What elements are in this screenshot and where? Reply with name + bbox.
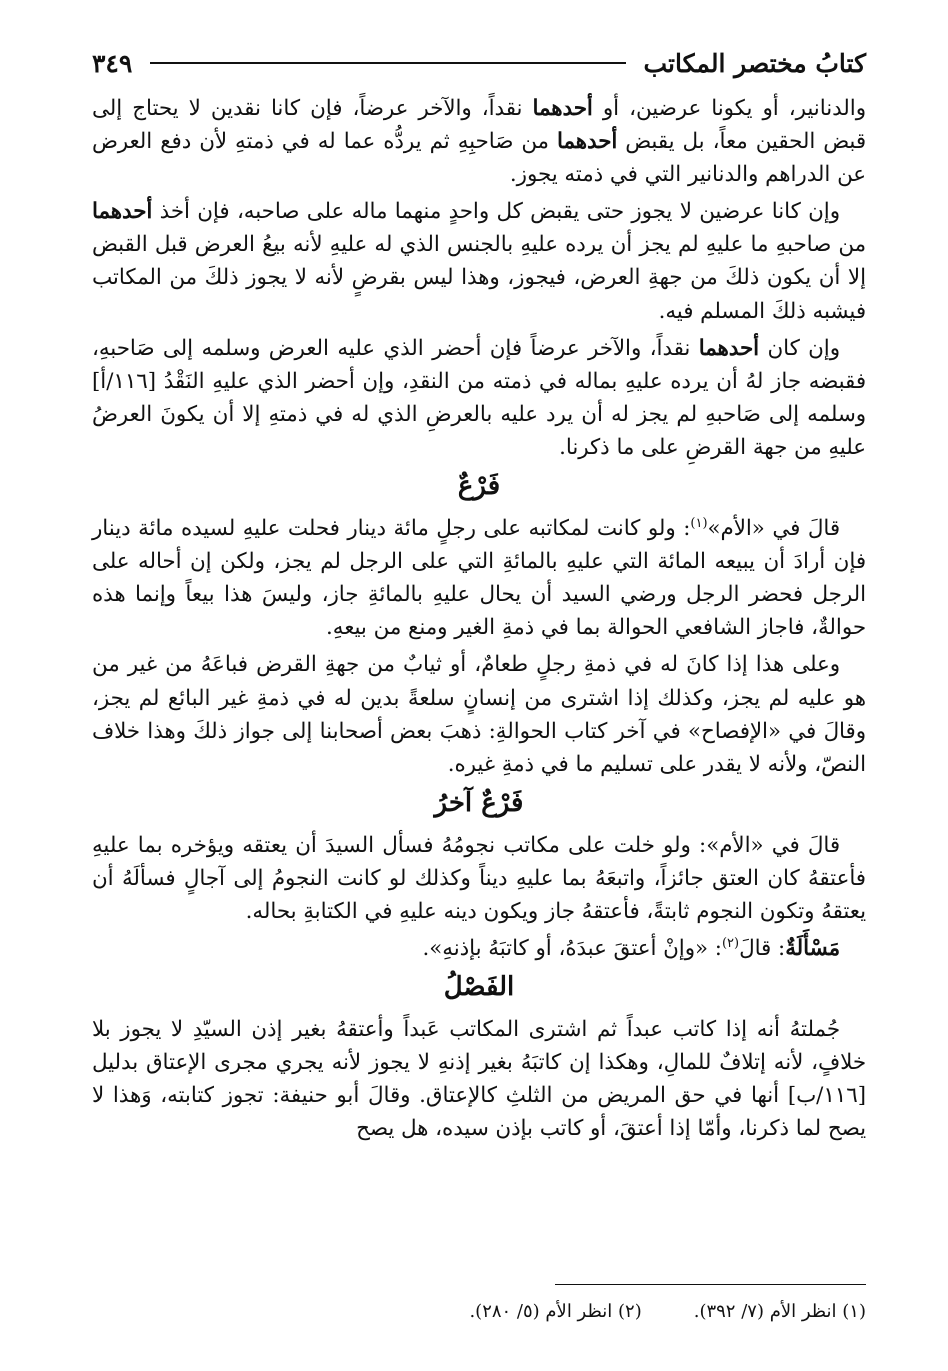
- text-run: قالَ في «الأم»: ولو خلت على مكاتب نجومُهُ فسأل السيدَ أن يعتقه ويؤخره بما عليهِ فأعتقهُ كان العتق جائزاً، واتبعَهُ بما عليهِ ديناً وكذلك لو كانت النجومُ إلى آجالٍ فسألَهُ أن يعتقهُ وتكون النجوم ثابتةً، فأعتقهُ جاز ويكون دينه عليهِ في الكتابةِ بحاله.: [92, 832, 866, 924]
- text-run: نقداً، والآخر عرضاً فإن أحضر الذي عليه العرض وسلمه إلى صَاحبهِ، فقبضه جاز لهُ أن يرده عليهِ بماله في ذمته من النقدِ، وإن أحضر الذي عليهِ النَقْدُ [١١٦/أ] وسلمه إلى صَاحبهِ لم يجز له أن يرد عليه بالعرضِ الذي له في ذمتهِ إلا أن يكونَ العرضُ عليهِ من جهة القرضِ على ما ذكرنا.: [92, 335, 866, 460]
- footnote-2: (٢) انظر الأم (٥/ ٢٨٠).: [469, 1301, 642, 1322]
- footnote-rule: [555, 1284, 866, 1285]
- paragraph: [92, 1013, 866, 1145]
- paragraph: [92, 332, 866, 464]
- paragraph: [92, 829, 866, 928]
- paragraph: [92, 92, 866, 191]
- page-number: ٣٤٩: [92, 48, 133, 78]
- text-run: قالَ في «الأم»: [707, 516, 840, 542]
- text-run: جُملتهُ أنه إذا كاتب عبداً ثم اشترى المكاتب عَبداً وأعتقهُ بغير إذن السيّدِ لا يجوز بلا خلافٍ، لأنه إتلافٌ للمالِ، وهكذا إن كاتبَهُ بغير إذنهِ لا يجوز لأنه يجري مجرى الإعتاق بدليل [١١٦/ب] أنها في حق المريض من الثلثِ كالإعتاق. وقالَ أبو حنيفة: تجوز كتابته، وَهذا لا يصح لما ذكرنا، وأمّا إذا أعتقَ، أو كاتب بإذن سيده، هل يصح: [92, 1017, 866, 1142]
- section-heading: فَرْعٌ آخرُ: [434, 787, 524, 818]
- bold-term: أحدهما: [556, 129, 618, 155]
- footnotes: [92, 1298, 866, 1326]
- text-run: وإن كانا عرضين لا يجوز حتى يقبض كل واحدٍ منهما ماله على صاحبه، فإن أخذ: [152, 199, 840, 225]
- text-run: من صَاحبِهِ ثم يردُّه عما له في ذمتهِ لأن دفع العرض عن الدراهم والدنانير التي في ذمته يجوز.: [92, 129, 866, 188]
- bold-term: أحدهما: [92, 199, 153, 225]
- footnote-1: (١) انظر الأم (٧/ ٣٩٢).: [693, 1301, 866, 1322]
- main-text: [92, 92, 866, 1146]
- book-page: [92, 40, 866, 1340]
- text-run: : «وإنْ أعتقَ عبدَهُ، أو كاتبَهُ بإذنهِ».: [422, 936, 722, 962]
- text-run: : ولو كانت لمكاتبه على رجلٍ مائة دينار فحلت عليهِ لسيده مائة دينار فإن أرادَ أن يبيعه المائة التي عليهِ بالمائةِ التي على الرجل لم يجز، ولكن إن أحاله على الرجل فحضر الرجل ورضي السيد أن يحال عليهِ بالمائةِ جاز، وليسَ هذا بيعاً وإنما هذه حوالةٌ، فاجاز الشافعي الحوالة بما في ذمةِ الغير ومنع من بيعهِ.: [92, 516, 866, 641]
- header-rule: [150, 62, 625, 64]
- section-heading: فَرْعٌ: [457, 471, 501, 502]
- footnote-reference: (١): [690, 515, 708, 531]
- text-run: : قالَ: [739, 936, 786, 962]
- bold-term: أحدهما: [698, 335, 760, 361]
- text-run: وإن كان: [759, 335, 840, 361]
- text-run: والدنانير، أو يكونا عرضين، أو: [592, 96, 866, 121]
- footnote-reference: (٢): [721, 935, 740, 951]
- running-header: [92, 40, 866, 86]
- paragraph: [92, 648, 866, 780]
- bold-term: أحدهما: [532, 96, 593, 121]
- paragraph: [92, 932, 866, 965]
- text-run: من صاحبهِ ما عليهِ لم يجز أن يرده عليهِ بالجنس الذي له عليهِ لأنه بيعُ العرض قبل القبض إلا أن يكون ذلكَ من جهةِ العرض، فيجوز، وهذا ليس بقرضٍ لأنه لا يجوز ذلكَ من المكاتب فيشبه ذلكَ المسلم فيه.: [92, 232, 866, 324]
- section-heading: الفَصْلُ: [443, 972, 515, 1003]
- text-run: وعلى هذا إذا كانَ له في ذمةِ رجلٍ طعامٌ، أو ثيابٌ من جهةِ القرض فباعَهُ من غير من هو عليه لم يجز، وكذلك إذا اشترى من إنسانٍ سلعةً بدين له في ذمةِ غير البائع لم يجز، وقالَ في «الإفصاح» في آخر كتاب الحوالةِ: ذهبَ بعض أصحابنا إلى جواز ذلكَ وهذا خلاف النصّ، ولأنه لا يقدر على تسليم ما في ذمةِ غيره.: [92, 652, 866, 777]
- text-run: نقداً، والآخر عرضاً، فإن كانا نقدين لا يحتاج إلى قبض الحقين معاً، بل يقبض: [92, 96, 866, 155]
- paragraph: [92, 195, 866, 327]
- running-title: كتابُ مختصر المكاتب: [643, 48, 866, 78]
- paragraph: [92, 512, 866, 644]
- bold-term: مَسْأَلَةٌ: [785, 936, 840, 962]
